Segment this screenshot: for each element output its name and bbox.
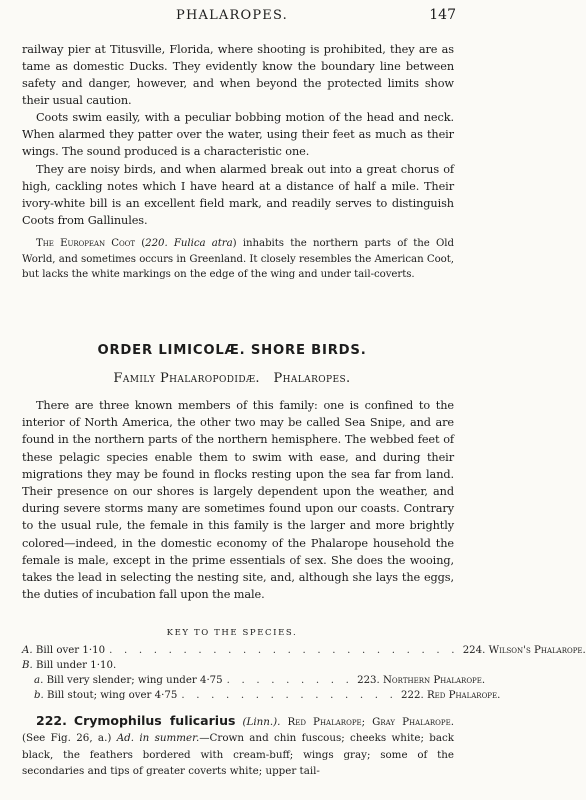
species-season: Ad. in summer. — [116, 732, 200, 745]
key-row-a — [22, 643, 586, 658]
key-result: 224. Wilson's Phalarope. — [462, 645, 586, 656]
key-heading: KEY TO THE SPECIES. — [166, 628, 298, 638]
running-title: PHALAROPES. — [176, 8, 288, 23]
page-number: 147 — [429, 7, 456, 23]
coot-paragraph-continued: railway pier at Titusville, Florida, where shooting is prohibited, they are as tame as domestic Ducks. They evidently know the boundary line between safety and danger, however, and when beyond the protected limits show their usual caution. — [22, 43, 454, 107]
family-common-name: Phalaropes. — [273, 371, 351, 386]
key-letter: a. — [34, 675, 44, 686]
key-row-b-a — [34, 673, 486, 688]
coot-swimming-paragraph: Coots swim easily, with a peculiar bobbing motion of the head and neck. When alarmed they patter over the water, using their feet as much as their wings. The sound produced is a characteristic one. — [22, 111, 454, 158]
note-ref-number: 220. — [145, 238, 168, 249]
species-authority: (Linn.). — [242, 716, 281, 728]
note-body: inhabits the northern parts of the Old World, and sometimes occurs in Greenland. It closely resembles the American Coot, but lacks the white markings on the edge of the wing and under tail-coverts. — [22, 238, 454, 281]
species-description: —Crown and chin fuscous; cheeks white; back black, the feathers bordered with cream-buff; wings gray; some of the secondaries and tips of greater coverts white; upper tail- — [22, 732, 455, 777]
key-letter: B. — [22, 660, 33, 671]
species-number: 222. — [36, 713, 67, 728]
note-paren-close: ) — [232, 238, 237, 249]
key-letter: b. — [34, 690, 44, 701]
key-text: Bill over 1·10 — [35, 645, 106, 656]
note-latin-name: Fulica atra — [173, 238, 233, 249]
key-text: Bill very slender; wing under 4·75 — [46, 675, 223, 686]
species-common-names: Red Phalarope; Gray Phalarope. — [287, 716, 454, 728]
running-head — [0, 6, 464, 26]
key-leader-dots: . . . . . . . . . . . . . . . . . . . . . . . . — [109, 645, 459, 656]
key-leader-dots: . . . . . . . . . . . . . . . — [181, 690, 398, 701]
species-222-entry — [22, 713, 454, 779]
key-result: 223. Northern Phalarope. — [357, 675, 486, 686]
european-coot-lead: The European Coot — [36, 238, 135, 249]
key-text: Bill stout; wing over 4·75 — [47, 690, 178, 701]
family-word: Family — [113, 371, 156, 386]
species-scientific-name: Crymophilus fulicarius — [73, 713, 236, 728]
key-leader-dots: . . . . . . . . . — [226, 675, 354, 686]
key-text: Bill under 1·10. — [35, 660, 117, 671]
key-row-b — [22, 658, 454, 673]
note-paren-open: ( — [141, 238, 146, 249]
family-name: Phalaropodidæ. — [160, 371, 260, 386]
key-result: 222. Red Phalarope. — [401, 690, 501, 701]
family-heading — [0, 371, 464, 386]
key-row-b-b — [34, 688, 501, 703]
order-heading: ORDER LIMICOLÆ. SHORE BIRDS. — [97, 343, 367, 358]
european-coot-note — [22, 236, 454, 283]
species-fig-ref: (See Fig. 26, a.) — [22, 732, 112, 745]
key-letter: A. — [22, 645, 33, 656]
family-description-paragraph: There are three known members of this family: one is confined to the interior of North America, the other two may be called Sea Snipe, and are found in the northern parts of the northern hemisphere. The webbed feet of these pelagic species enable them to swim with ease, and during their migrations they may be found in flocks resting upon the sea far from land. Their presence on our shores is largely dependent upon the weather, and during severe storms many are sometimes found upon our coasts. Contrary to the usual rule, the female in this family is the larger and more brightly colored—indeed, in the domestic economy of the Phalarope household the female is male, except in the prime essentials of sex. She does the wooing, takes the lead in selecting the nesting site, and, although she lays the eggs, the duties of incubation fall upon the male. — [22, 399, 454, 602]
coot-voice-paragraph: They are noisy birds, and when alarmed break out into a great chorus of high, cackling notes which I have heard at a distance of half a mile. Their ivory-white bill is an excellent field mark, and readily serves to distinguish Coots from Gallinules. — [22, 163, 454, 227]
